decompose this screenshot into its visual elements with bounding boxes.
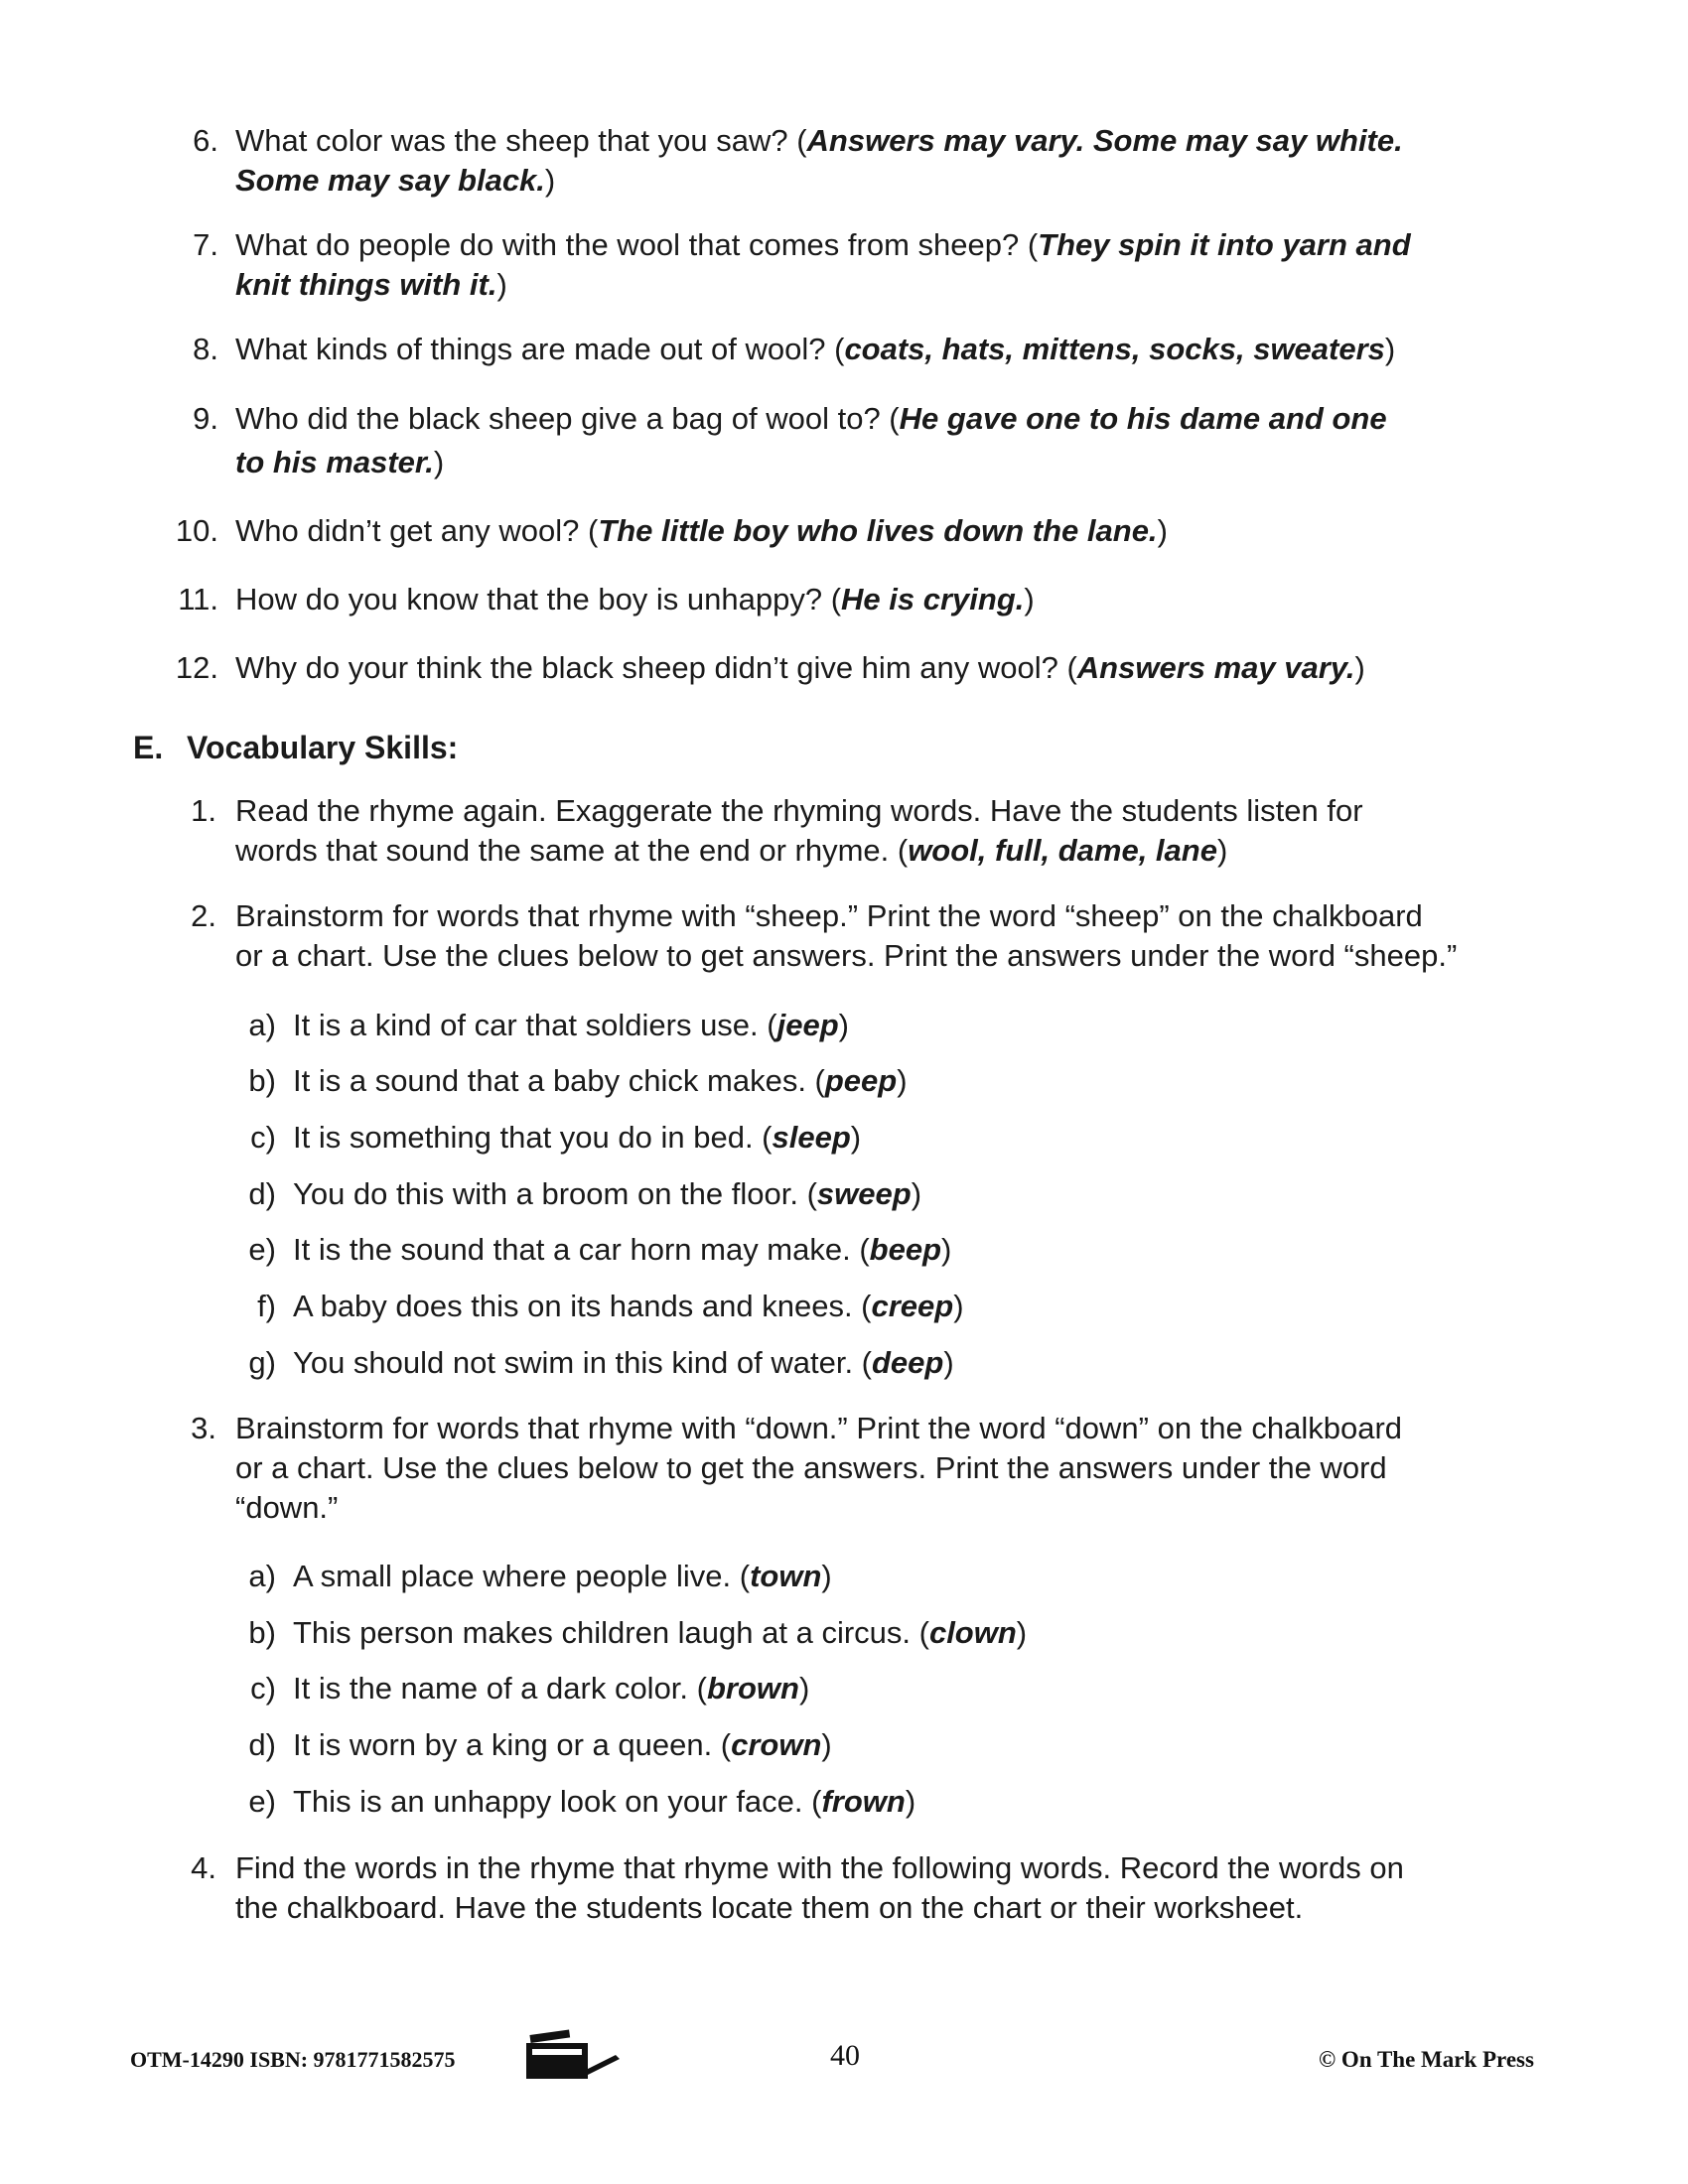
clue-line <box>293 1782 915 1822</box>
question-number: 12. <box>175 650 218 685</box>
answer-text: to his master. <box>235 445 434 479</box>
item-line <box>235 831 1227 871</box>
question-line <box>235 161 555 201</box>
item-number: 2. <box>191 898 216 933</box>
item-line: Find the words in the rhyme that rhyme with the following words. Record the words on <box>235 1850 1404 1885</box>
copyright-notice: © On The Mark Press <box>1319 2047 1534 2072</box>
closing-paren: ) <box>1384 332 1396 366</box>
book-code: OTM-14290 ISBN: 9781771582575 <box>130 2047 456 2072</box>
item-line: Brainstorm for words that rhyme with “down.” Print the word “down” on the chalkboard <box>235 1411 1403 1445</box>
answer-text: clown <box>928 1615 1017 1650</box>
clue-letter: a) <box>248 1008 276 1042</box>
clue-letter: b) <box>248 1063 276 1098</box>
clue-letter: a) <box>248 1559 276 1593</box>
closing-paren: ) <box>850 1120 862 1155</box>
closing-paren: ) <box>798 1671 810 1706</box>
answer-text: deep <box>872 1345 944 1380</box>
clue-line <box>293 1230 951 1270</box>
item-text: words that sound the same at the end or rhyme. ( <box>235 833 909 868</box>
answer-text: Answers may vary. Some may say white. <box>806 123 1403 158</box>
clue-text: It is the sound that a car horn may make. ( <box>293 1232 870 1267</box>
question-line <box>235 443 444 482</box>
question-line <box>235 225 1411 265</box>
question-number: 10. <box>175 513 218 548</box>
question-text: How do you know that the boy is unhappy? ( <box>235 582 842 616</box>
question-number: 7. <box>193 227 218 262</box>
question-line <box>235 121 1403 161</box>
question-text: Who did the black sheep give a bag of wool to? ( <box>235 401 900 436</box>
closing-paren: ) <box>433 445 445 479</box>
clue-line <box>293 1725 832 1765</box>
clue-text: You do this with a broom on the floor. ( <box>293 1176 817 1211</box>
answer-text: Some may say black. <box>235 163 545 198</box>
question-text: What kinds of things are made out of wool? ( <box>235 332 845 366</box>
clue-line <box>293 1343 954 1383</box>
clue-text: A baby does this on its hands and knees. ( <box>293 1289 872 1323</box>
page-number: 40 <box>830 2039 860 2072</box>
question-text: What do people do with the wool that comes from sheep? ( <box>235 227 1039 262</box>
answer-text: sleep <box>772 1120 851 1155</box>
item-line: “down.” <box>235 1490 339 1525</box>
closing-paren: ) <box>1354 650 1365 685</box>
clue-letter: g) <box>248 1345 276 1380</box>
answer-text: The little boy who lives down the lane. <box>598 513 1158 548</box>
closing-paren: ) <box>1024 582 1035 616</box>
item-line: Brainstorm for words that rhyme with “sheep.” Print the word “sheep” on the chalkboard <box>235 898 1423 933</box>
clue-line <box>293 1006 849 1045</box>
closing-paren: ) <box>941 1232 952 1267</box>
answer-text: town <box>750 1559 822 1593</box>
answer-text: They spin it into yarn and <box>1038 227 1411 262</box>
clue-letter: b) <box>248 1615 276 1650</box>
closing-paren: ) <box>953 1289 964 1323</box>
clue-letter: d) <box>248 1176 276 1211</box>
question-number: 11. <box>178 582 218 616</box>
clue-line <box>293 1287 964 1326</box>
item-line: or a chart. Use the clues below to get the answers. Print the answers under the word <box>235 1450 1387 1485</box>
answer-text: jeep <box>776 1008 839 1042</box>
clue-letter: e) <box>248 1232 276 1267</box>
answer-text: Answers may vary. <box>1076 650 1355 685</box>
question-line <box>235 330 1395 369</box>
answer-text: coats, hats, mittens, socks, sweaters <box>844 332 1385 366</box>
clue-letter: c) <box>250 1120 276 1155</box>
answer-text: beep <box>869 1232 942 1267</box>
closing-paren: ) <box>905 1784 916 1819</box>
clue-letter: e) <box>248 1784 276 1819</box>
closing-paren: ) <box>1216 833 1228 868</box>
clue-letter: c) <box>250 1671 276 1706</box>
clue-text: This person makes children laugh at a circus. ( <box>293 1615 929 1650</box>
question-text: Why do your think the black sheep didn’t give him any wool? ( <box>235 650 1077 685</box>
answer-text: brown <box>706 1671 799 1706</box>
clue-line <box>293 1118 861 1158</box>
answer-text: frown <box>821 1784 906 1819</box>
question-line <box>235 265 507 305</box>
answer-text: crown <box>731 1727 822 1762</box>
closing-paren: ) <box>838 1008 849 1042</box>
item-line: the chalkboard. Have the students locate them on the chart or their worksheet. <box>235 1890 1304 1925</box>
clue-line <box>293 1557 832 1596</box>
closing-paren: ) <box>911 1176 922 1211</box>
answer-text: He is crying. <box>841 582 1025 616</box>
item-line: Read the rhyme again. Exaggerate the rhyming words. Have the students listen for <box>235 793 1363 828</box>
clue-text: It is worn by a king or a queen. ( <box>293 1727 732 1762</box>
question-number: 9. <box>193 401 218 436</box>
answer-text: peep <box>824 1063 898 1098</box>
clue-text: It is something that you do in bed. ( <box>293 1120 773 1155</box>
question-line <box>235 580 1035 619</box>
answer-text: sweep <box>816 1176 912 1211</box>
item-line: or a chart. Use the clues below to get answers. Print the answers under the word “sheep.” <box>235 938 1458 973</box>
closing-paren: ) <box>943 1345 954 1380</box>
book-press-logo-icon <box>524 2029 624 2081</box>
closing-paren: ) <box>897 1063 908 1098</box>
closing-paren: ) <box>1157 513 1168 548</box>
clue-text: It is a sound that a baby chick makes. ( <box>293 1063 825 1098</box>
item-number: 3. <box>191 1411 216 1445</box>
clue-letter: d) <box>248 1727 276 1762</box>
closing-paren: ) <box>544 163 556 198</box>
clue-text: It is a kind of car that soldiers use. ( <box>293 1008 777 1042</box>
section-letter: E. <box>133 730 164 765</box>
answer-text: He gave one to his dame and one <box>899 401 1387 436</box>
section-title: Vocabulary Skills: <box>187 730 459 765</box>
answer-text: wool, full, dame, lane <box>908 833 1217 868</box>
question-number: 8. <box>193 332 218 366</box>
item-number: 1. <box>191 793 216 828</box>
question-text: Who didn’t get any wool? ( <box>235 513 599 548</box>
clue-text: This is an unhappy look on your face. ( <box>293 1784 822 1819</box>
clue-line <box>293 1061 908 1101</box>
closing-paren: ) <box>496 267 507 302</box>
question-line <box>235 648 1365 688</box>
clue-line <box>293 1613 1027 1653</box>
answer-text: knit things with it. <box>235 267 497 302</box>
closing-paren: ) <box>821 1727 832 1762</box>
clue-text: You should not swim in this kind of water. ( <box>293 1345 872 1380</box>
answer-text: creep <box>871 1289 954 1323</box>
clue-text: It is the name of a dark color. ( <box>293 1671 707 1706</box>
clue-letter: f) <box>257 1289 276 1323</box>
clue-line <box>293 1669 809 1708</box>
question-text: What color was the sheep that you saw? ( <box>235 123 807 158</box>
closing-paren: ) <box>821 1559 832 1593</box>
item-number: 4. <box>191 1850 216 1885</box>
closing-paren: ) <box>1016 1615 1028 1650</box>
question-line <box>235 511 1168 551</box>
question-line <box>235 399 1387 439</box>
question-number: 6. <box>193 123 218 158</box>
clue-text: A small place where people live. ( <box>293 1559 751 1593</box>
clue-line <box>293 1174 921 1214</box>
